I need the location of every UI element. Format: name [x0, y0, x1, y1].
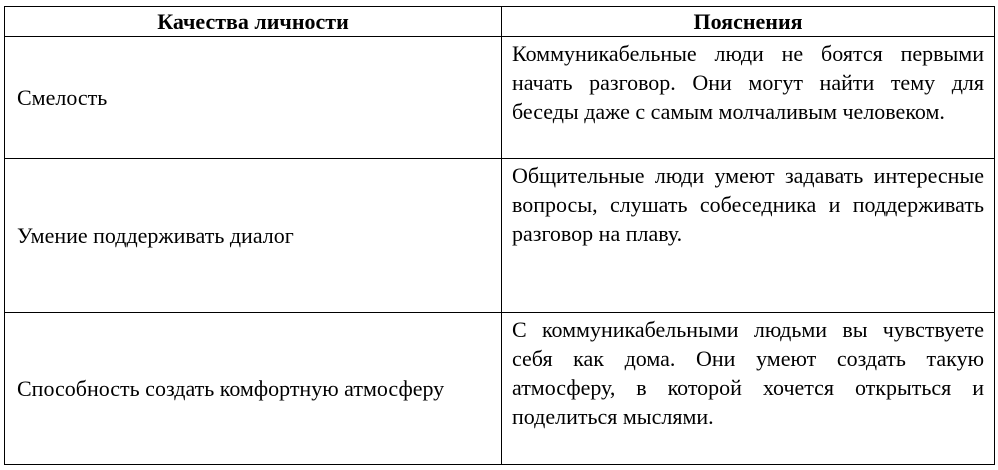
table-row	[5, 313, 995, 465]
header-qualities: Качества личности	[5, 7, 502, 37]
table-row	[5, 37, 995, 159]
quality-cell: Смелость	[5, 37, 502, 159]
table-header-row	[5, 7, 995, 37]
quality-cell: Умение поддерживать диалог	[5, 159, 502, 313]
quality-cell: Способность создать комфортную атмосферу	[5, 313, 502, 465]
header-explanations: Пояснения	[502, 7, 995, 37]
explanation-cell: С коммуникабельными людьми вы чувствуете себя как дома. Они умеют создать такую атмосферу, в которой хочется открыться и поделиться мыслями.	[502, 313, 995, 465]
qualities-table	[4, 6, 995, 465]
explanation-cell: Общительные люди умеют задавать интересные вопросы, слушать собеседника и поддерживать разговор на плаву.	[502, 159, 995, 313]
table-row	[5, 159, 995, 313]
explanation-cell: Коммуникабельные люди не боятся первыми начать разговор. Они могут найти тему для беседы даже с самым молчаливым человеком.	[502, 37, 995, 159]
